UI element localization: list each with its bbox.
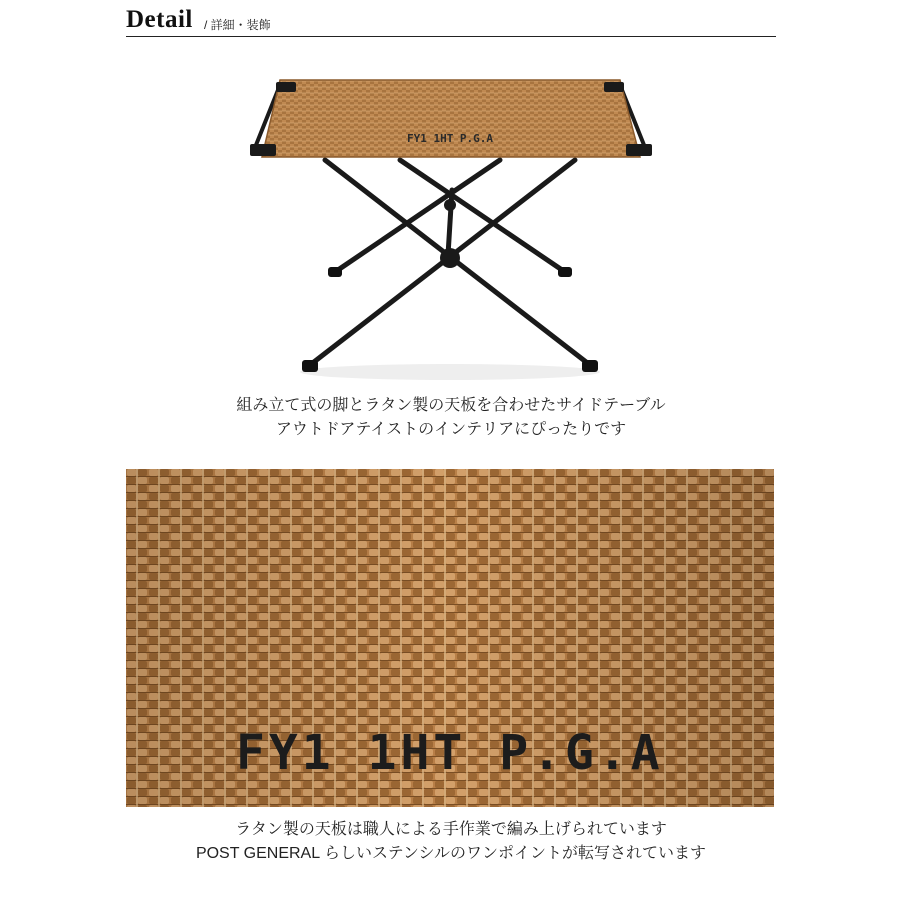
product-photo-table — [230, 60, 670, 390]
rattan-weave-illustration — [126, 469, 774, 807]
closeup-stencil-text: FY1 1HT P.G.A — [236, 725, 664, 781]
section-header — [126, 6, 776, 37]
caption-table-line1: 組み立て式の脚とラタン製の天板を合わせたサイドテーブル — [236, 397, 666, 414]
caption-rattan-line2: POST GENERAL らしいステンシルのワンポイントが転写されています — [195, 845, 707, 862]
caption-rattan-line1: ラタン製の天板は職人による手作業で編み上げられています — [235, 821, 667, 838]
caption-table-line2: アウトドアテイストのインテリアにぴったりです — [275, 421, 627, 438]
table-illustration — [230, 60, 670, 390]
table-stencil-text: FY1 1HT P.G.A — [406, 132, 494, 145]
section-subtitle: / 詳細・装飾 — [204, 18, 271, 32]
caption-table — [126, 394, 776, 442]
caption-rattan — [126, 818, 776, 866]
product-photo-rattan-closeup — [126, 469, 774, 807]
section-title: Detail — [126, 6, 193, 33]
